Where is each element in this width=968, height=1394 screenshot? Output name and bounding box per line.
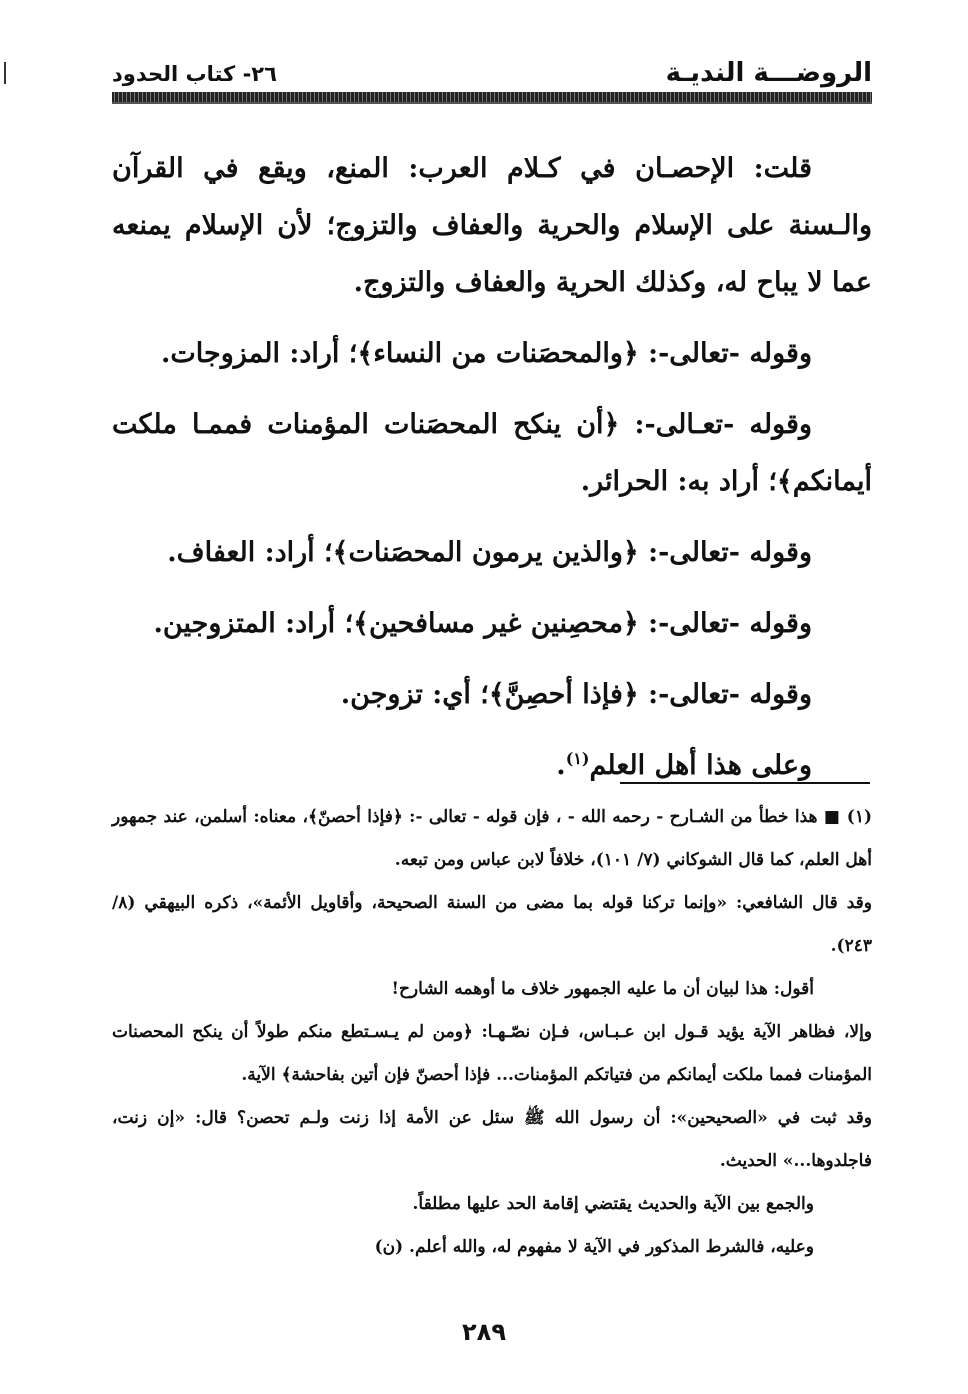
footnote-separator bbox=[620, 782, 870, 784]
conclusion-punct: . bbox=[556, 750, 566, 781]
footnote-aqul: أقول: هذا لبيان أن ما عليه الجمهور خلاف ما أوهمه الشارح! bbox=[391, 979, 814, 999]
main-text bbox=[112, 140, 872, 794]
footnote-sahihain: وقد ثبت في «الصحيحين»: أن رسول الله ﷺ سئل عن الأمة إذا زنت ولـم تحصن؟ قال: «إن زنت، فاجلدوها...» الحديث. bbox=[112, 1108, 872, 1171]
paragraph-conclusion bbox=[112, 737, 872, 794]
conclusion-text: وعلى هذا أهل العلم bbox=[589, 750, 812, 781]
book-title: الروضـــة النديـة bbox=[665, 58, 872, 88]
footnotes bbox=[112, 796, 872, 1269]
paragraph-verse-5: وقوله -تعالى-: ﴿فإذا أحصِنَّ﴾؛ أي: تزوجن. bbox=[340, 679, 812, 710]
paragraph-verse-3: وقوله -تعالى-: ﴿والذين يرمون المحصَنات﴾؛ أراد: العفاف. bbox=[167, 537, 812, 568]
footnote-alayh: وعليه، فالشرط المذكور في الآية لا مفهوم له، والله أعلم. (ن) bbox=[374, 1237, 814, 1257]
page-number: ٢٨٩ bbox=[462, 1318, 506, 1346]
footnote-reference: (١) bbox=[565, 749, 590, 768]
footnote-jam: والجمع بين الآية والحديث يقتضي إقامة الحد عليها مطلقاً. bbox=[412, 1194, 814, 1214]
paragraph-verse-4: وقوله -تعالى-: ﴿محصِنين غير مسافحين﴾؛ أراد: المتزوجين. bbox=[153, 608, 812, 639]
chapter-title: ٢٦- كتاب الحدود bbox=[112, 62, 277, 86]
scan-edge-mark bbox=[4, 62, 6, 84]
paragraph-verse-2: وقوله -تعـالى-: ﴿أن ينكح المحصَنات المؤمنات فممـا ملكت أيمانكم﴾؛ أراد به: الحرائر. bbox=[112, 409, 872, 497]
header-rule bbox=[112, 92, 872, 102]
paragraph-ihsan-definition: قلت: الإحصـان في كـلام العرب: المنع، ويقع في القرآن والـسنة على الإسلام والحرية والعفاف والتزوج؛ لأن الإسلام يمنعه عما لا يباح له، وكذلك الحرية والعفاف والتزوج. bbox=[112, 153, 872, 298]
paragraph-verse-1: وقوله -تعالى-: ﴿والمحصَنات من النساء﴾؛ أراد: المزوجات. bbox=[160, 338, 812, 369]
footnote-verse: وإلا، فظاهر الآية يؤيد قـول ابن عـبـاس، فـإن نصّـهـا: ﴿ومن لم يـسـتطع منكم طولاً أن ينكح المحصنات المؤمنات فمما ملكت أيمانكم من فتياتكم المؤمنات... فإذا أحصنّ فإن أتين بفاحشة﴾ الآية. bbox=[112, 1022, 872, 1085]
footnote-1: (١) ■ هذا خطأ من الشـارح - رحمه الله - ، فإن قوله - تعالى -: ﴿فإذا أحصنّ﴾، معناه: أسلمن، عند جمهور أهل العلم، كما قال الشوكاني (٧/ ١٠١)، خلافاً لابن عباس ومن تبعه. bbox=[112, 807, 872, 870]
running-header bbox=[112, 58, 872, 92]
footnote-shafii: وقد قال الشافعي: «وإنما تركنا قوله بما مضى من السنة الصحيحة، وأقاويل الأئمة»، ذكره البيهقي (٨/ ٢٤٣). bbox=[112, 893, 872, 956]
